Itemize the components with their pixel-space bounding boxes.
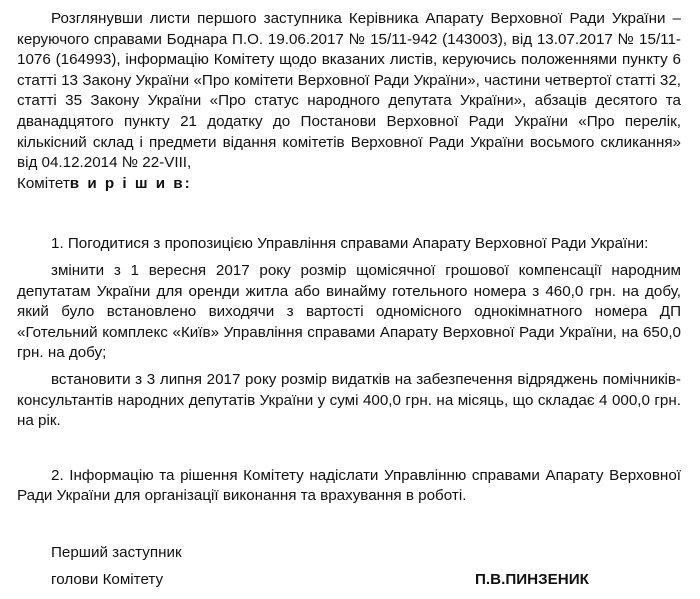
item-1-sub-2: встановити з 3 липня 2017 року розмір видатків на забезпечення відряджень помічників-консультантів народних депутатів України у сумі 400,0 грн. на місяць, що складає 4 000,0 грн. на рік. (17, 370, 681, 430)
signature-block (17, 539, 681, 599)
signatory-name: П.В.ПИНЗЕНИК (475, 570, 589, 588)
intro-paragraph (17, 9, 681, 194)
spacer (17, 507, 681, 539)
item-1-paragraph: 1. Погодитися з пропозицією Управління справами Апарату Верховної Ради України: (51, 235, 649, 253)
intro-text: Розглянувши листи першого заступника Керівника Апарату Верховної Ради України – керуючого справами Боднара П.О. 19.06.2017 № 15/11-942 (143003), від 13.07.2017 № 15/11-1076 (164993), інформацію Комітету щодо вказаних листів, керуючись положеннями пункту 6 статті 13 Закону України «Про комітети Верховної Ради України», частини четвертої статті 32, статті 35 Закону України «Про статус народного депутата України», абзаців десятого та дванадцятого пункту 21 додатку до Постанови Верховної Ради України «Про перелік, кількісний склад і предмети відання комітетів Верховної Ради України восьмого скликання» від 04.12.2014 № 22-VIII, (17, 10, 681, 172)
decision-word: в и р і ш и в: (69, 174, 192, 192)
committee-prefix: Комітет (17, 174, 70, 192)
item-1-sub-1: змінити з 1 вересня 2017 року розмір щомісячної грошової компенсації народним депутатам України для оренди житла або винайму готельного номера з 460,0 грн. на добу, який було встановлено виходячи з вартості одномісного однокімнатного номера ДП «Готельний комплекс «Київ» Управління справами Апарату Верховної Ради України, на 650,0 грн. на добу; (17, 261, 681, 362)
spacer (17, 194, 681, 234)
signatory-title-line-1: Перший заступник (51, 543, 182, 561)
document-body (17, 9, 681, 599)
signatory-title-line-2: голови Комітету (51, 570, 164, 588)
signatory-title (51, 539, 182, 593)
item-2-paragraph: 2. Інформацію та рішення Комітету надіслати Управлінню справами Апарату Верховної Ради України для організації виконання та врахування в роботі. (17, 466, 681, 505)
spacer (17, 432, 681, 466)
